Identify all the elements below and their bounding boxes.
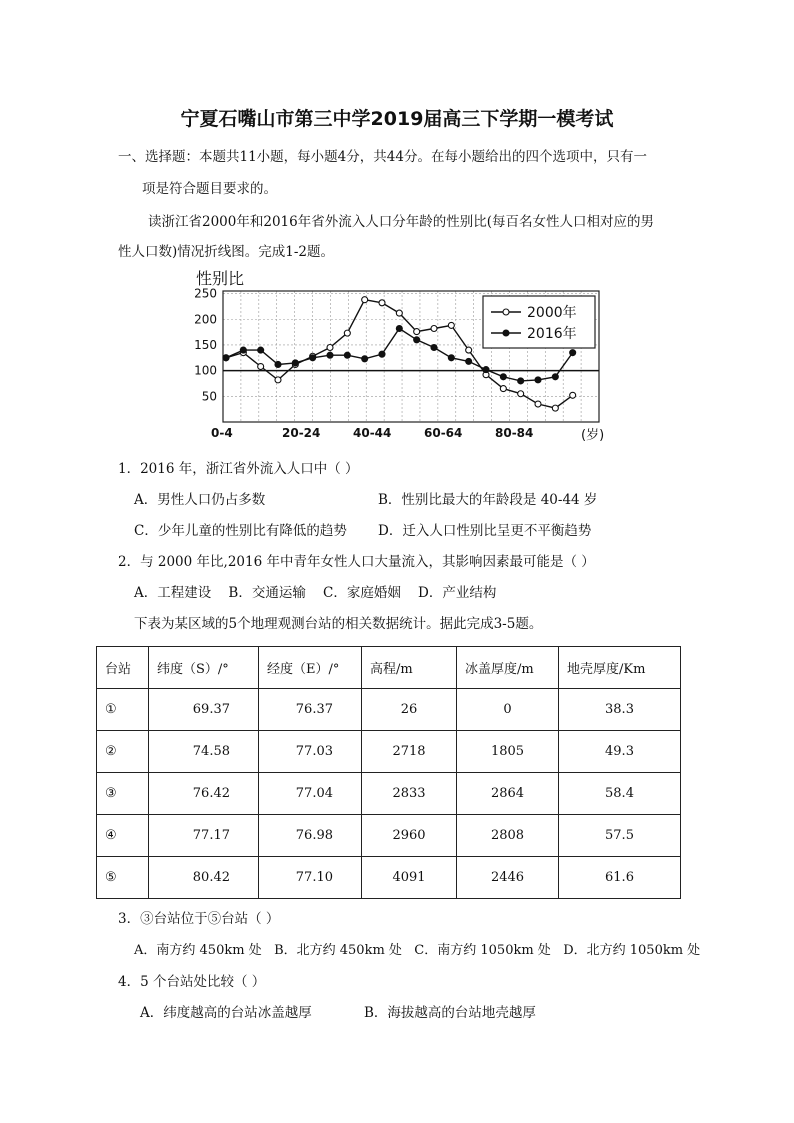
data-point-2016 [466,358,472,364]
table-cell: 76.42 [149,773,259,815]
x-tick-label: 40-44 [353,426,392,440]
header-cell-crust-thickness: 地壳厚度/Km [559,647,681,689]
table-cell: 2864 [457,773,559,815]
y-tick-label: 150 [194,337,217,352]
table-row [97,689,681,731]
x-tick-label: 0-4 [211,426,233,440]
table-cell: 76.98 [259,815,362,857]
header-cell-latitude: 纬度（S）/° [149,647,259,689]
data-point-2016 [379,351,385,357]
table-cell: 26 [362,689,457,731]
data-point-2000 [379,300,385,306]
table-cell: 80.42 [149,857,259,899]
page-title: 宁夏石嘴山市第三中学2019届高三下学期一模考试 [180,108,614,130]
y-tick-label: 200 [194,312,217,327]
y-tick-label: 100 [194,363,217,378]
table-cell: 1805 [457,731,559,773]
data-point-2016 [223,355,229,361]
data-point-2000 [414,329,420,335]
station-data-table [96,646,681,899]
data-point-2000 [362,297,368,303]
table-cell: 2446 [457,857,559,899]
table-cell: 2808 [457,815,559,857]
table-cell: ④ [97,815,149,857]
table-cell: 77.04 [259,773,362,815]
data-point-2016 [535,377,541,383]
data-point-2016 [240,347,246,353]
data-point-2016 [362,356,368,362]
table-header-row [97,647,681,689]
table-cell: ⑤ [97,857,149,899]
question-2-stem: 2．与 2000 年比,2016 年中青年女性人口大量流入，其影响因素最可能是（ ） [118,554,595,570]
chart-title: 性别比 [196,269,245,288]
x-axis-label: (岁) [581,428,605,443]
header-cell-ice-thickness: 冰盖厚度/m [457,647,559,689]
table-cell: ② [97,731,149,773]
legend-label: 2000年 [527,305,577,321]
question-3-options: A．南方约 450km 处 B．北方约 450km 处 C．南方约 1050km 处 D．北方约 1050km 处 [134,943,701,958]
question-1-option-a: A．男性人口仍占多数 [134,492,266,508]
table-cell: 69.37 [149,689,259,731]
data-point-2000 [466,347,472,353]
section-instruction-line1: 一、选择题：本题共11小题，每小题4分，共44分。在每小题给出的四个选项中，只有一 [118,149,647,165]
data-point-2000 [570,392,576,398]
intro-text-line1: 读浙江省2000年和2016年省外流入人口分年龄的性别比(每百名女性人口相对应的男 [148,214,654,230]
table-cell: ① [97,689,149,731]
data-point-2016 [570,350,576,356]
data-point-2016 [327,352,333,358]
data-point-2016 [310,355,316,361]
question-1-option-d: D．迁入人口性别比呈更不平衡趋势 [378,523,592,539]
table-cell: 49.3 [559,731,681,773]
legend-marker [503,309,509,315]
data-point-2016 [258,347,264,353]
header-cell-station: 台站 [97,647,149,689]
data-point-2016 [414,337,420,343]
intro-text-line2: 性人口数)情况折线图。完成1-2题。 [118,244,335,260]
data-point-2000 [448,322,454,328]
question-1-option-c: C．少年儿童的性别比有降低的趋势 [134,523,347,539]
x-tick-label: 20-24 [282,426,321,440]
table-intro-text: 下表为某区域的5个地理观测台站的相关数据统计。据此完成3-5题。 [134,616,543,632]
data-point-2016 [431,345,437,351]
x-tick-label: 60-64 [424,426,463,440]
table-cell: 57.5 [559,815,681,857]
data-point-2016 [518,378,524,384]
data-point-2016 [292,360,298,366]
data-point-2016 [275,361,281,367]
data-point-2000 [518,391,524,397]
data-point-2000 [431,326,437,332]
table-cell: 77.03 [259,731,362,773]
data-point-2000 [396,310,402,316]
x-tick-label: 80-84 [495,426,534,440]
data-point-2016 [396,326,402,332]
sex-ratio-line-chart [183,266,623,448]
data-point-2000 [535,401,541,407]
table-cell: 2833 [362,773,457,815]
data-point-2016 [483,367,489,373]
table-cell: ③ [97,773,149,815]
table-cell: 77.17 [149,815,259,857]
table-cell: 4091 [362,857,457,899]
question-2-options: A．工程建设 B．交通运输 C．家庭婚姻 D．产业结构 [134,585,497,601]
question-3-stem: 3．③台站位于⑤台站（ ） [118,911,280,927]
table-row [97,857,681,899]
table-row [97,773,681,815]
question-4-option-b: B．海拔越高的台站地壳越厚 [364,1005,536,1021]
data-point-2016 [448,355,454,361]
table-cell: 61.6 [559,857,681,899]
data-point-2016 [500,374,506,380]
question-4-option-a: A．纬度越高的台站冰盖越厚 [140,1005,312,1021]
question-4-stem: 4．5 个台站处比较（ ） [118,974,266,990]
legend-label: 2016年 [527,326,577,342]
table-cell: 58.4 [559,773,681,815]
y-tick-label: 50 [201,389,217,404]
y-tick-label: 250 [194,286,217,301]
data-point-2016 [344,352,350,358]
data-point-2000 [258,364,264,370]
data-point-2000 [327,345,333,351]
data-point-2000 [344,330,350,336]
table-cell: 0 [457,689,559,731]
data-point-2016 [552,374,558,380]
table-cell: 2960 [362,815,457,857]
legend-marker [503,330,509,336]
table-cell: 76.37 [259,689,362,731]
data-point-2000 [552,405,558,411]
data-point-2000 [500,386,506,392]
table-cell: 77.10 [259,857,362,899]
table-cell: 38.3 [559,689,681,731]
table-row [97,815,681,857]
section-instruction-line2: 项是符合题目要求的。 [142,181,277,197]
data-point-2000 [275,377,281,383]
question-1-stem: 1．2016 年，浙江省外流入人口中（ ） [118,461,359,477]
table-cell: 2718 [362,731,457,773]
question-1-option-b: B．性别比最大的年龄段是 40-44 岁 [378,492,598,508]
table-row [97,731,681,773]
header-cell-longitude: 经度（E）/° [259,647,362,689]
table-cell: 74.58 [149,731,259,773]
header-cell-elevation: 高程/m [362,647,457,689]
